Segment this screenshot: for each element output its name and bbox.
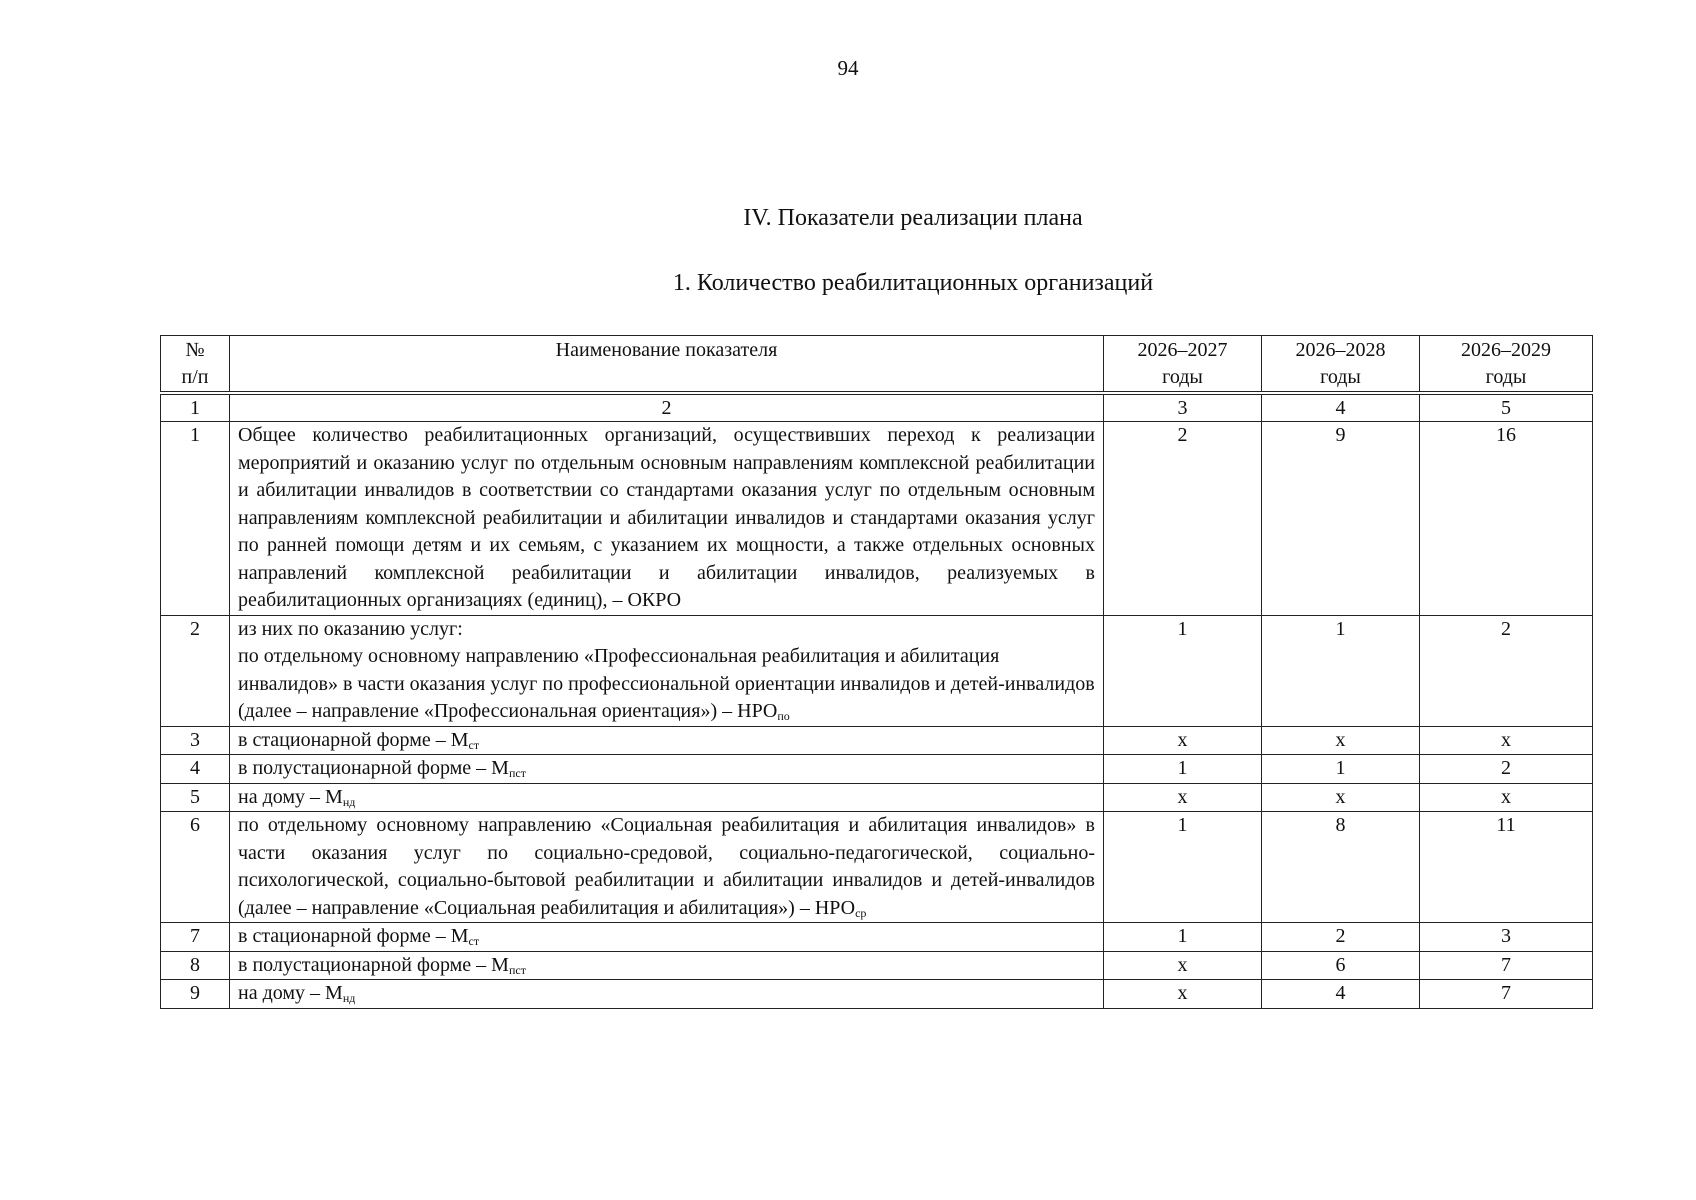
table-row (161, 812, 1593, 923)
row-number: 2 (161, 615, 230, 726)
value-2027: x (1104, 783, 1262, 812)
value-2028: 9 (1262, 422, 1420, 616)
row-number: 8 (161, 951, 230, 980)
indicator-name-subscript: ср (855, 905, 867, 920)
header-name (230, 336, 1104, 394)
column-number: 3 (1104, 393, 1262, 422)
header-year-2029 (1420, 336, 1593, 394)
value-2029: x (1420, 783, 1593, 812)
value-2027: x (1104, 980, 1262, 1009)
column-number: 2 (230, 393, 1104, 422)
indicator-name (230, 951, 1104, 980)
row-number: 7 (161, 923, 230, 952)
table-row (161, 951, 1593, 980)
value-2027: 1 (1104, 812, 1262, 923)
value-2029: 2 (1420, 755, 1593, 784)
value-2028: 6 (1262, 951, 1420, 980)
section-title: IV. Показатели реализации плана (743, 205, 1083, 231)
indicator-name-subscript: пст (508, 962, 526, 977)
header-num-line1: № (185, 339, 205, 361)
indicator-name-text: в полустационарной форме – М (238, 757, 509, 779)
indicator-name-subscript: пст (508, 766, 526, 780)
indicator-name: Общее количество реабилитационных организаций, осуществивших переход к реализации мероприятий и оказанию услуг по отдельным основным направлениям комплексной реабилитации и абилитации инвалидов в соответствии со стандартами оказания услуг по отдельным основным направлениям комплексной реабилитации и абилитации инвалидов и стандартами оказания услуг по ранней помощи детям и их семьям, с указанием их мощности, а также отдельных основных направлений комплексной реабилитации и абилитации инвалидов, реализуемых в реабилитационных организациях (единиц), – ОКРО (230, 422, 1104, 616)
value-2027: x (1104, 951, 1262, 980)
value-2027: 1 (1104, 755, 1262, 784)
table-header-row (161, 336, 1593, 394)
value-2027: 1 (1104, 923, 1262, 952)
header-year-2029-range: 2026–2029 (1461, 339, 1551, 361)
value-2029: 2 (1420, 615, 1593, 726)
indicator-name-text: в стационарной форме – М (238, 728, 469, 751)
column-number-row (161, 393, 1593, 422)
indicator-name-text: на дому – М (238, 785, 343, 808)
indicator-name-subscript: нд (342, 794, 356, 809)
row-number: 3 (161, 726, 230, 755)
value-2028: 4 (1262, 980, 1420, 1009)
value-2029: 7 (1420, 980, 1593, 1009)
indicator-name (230, 755, 1104, 784)
indicator-name-text: на дому – М (238, 982, 343, 1004)
column-number: 4 (1262, 393, 1420, 422)
indicators-table (160, 335, 1593, 1009)
row-number: 6 (161, 812, 230, 923)
row-number: 5 (161, 783, 230, 812)
indicator-name-text: в полустационарной форме – М (238, 953, 509, 976)
value-2027: x (1104, 726, 1262, 755)
column-number: 1 (161, 393, 230, 422)
table-row (161, 755, 1593, 784)
value-2028: 2 (1262, 923, 1420, 952)
header-year-2027-range: 2026–2027 (1137, 339, 1228, 361)
table-row (161, 726, 1593, 755)
value-2028: x (1262, 726, 1420, 755)
row-number: 4 (161, 755, 230, 784)
indicator-name (230, 980, 1104, 1009)
value-2028: x (1262, 783, 1420, 812)
value-2028: 1 (1262, 615, 1420, 726)
value-2029: 7 (1420, 951, 1593, 980)
indicator-name-subscript: по (777, 709, 790, 723)
indicator-name-subscript: нд (342, 991, 356, 1005)
header-year-2027-unit: годы (1162, 366, 1203, 388)
header-year-2028-unit: годы (1320, 366, 1361, 388)
row-number: 1 (161, 422, 230, 616)
table-row (161, 980, 1593, 1009)
header-num-line2: п/п (181, 366, 209, 388)
header-name-text: Наименование показателя (555, 339, 778, 361)
table-row (161, 923, 1593, 952)
value-2029: x (1420, 726, 1593, 755)
table-row (161, 422, 1593, 616)
subsection-title: 1. Количество реабилитационных организаций (672, 270, 1154, 296)
indicator-name-subscript: ст (468, 737, 480, 752)
value-2029: 16 (1420, 422, 1593, 616)
header-num (161, 336, 230, 394)
value-2027: 2 (1104, 422, 1262, 616)
indicator-name (230, 923, 1104, 952)
header-year-2029-unit: годы (1485, 366, 1527, 388)
table-row (161, 615, 1593, 726)
row-number: 9 (161, 980, 230, 1009)
value-2028: 1 (1262, 755, 1420, 784)
indicator-name-intro: из них по оказанию услуг: (238, 617, 463, 640)
header-year-2028-range: 2026–2028 (1295, 339, 1386, 361)
value-2028: 8 (1262, 812, 1420, 923)
header-year-2028 (1262, 336, 1420, 394)
indicator-name-subscript: ст (468, 934, 480, 948)
indicator-name-text: в стационарной форме – М (238, 925, 469, 947)
indicator-name (230, 615, 1104, 726)
column-number: 5 (1420, 393, 1593, 422)
indicator-name (230, 726, 1104, 755)
indicator-name-text: по отдельному основному направлению «Профессиональная реабилитация и абилитация инвалидов» в части оказания услуг по профессиональной ориентации инвалидов и детей-инвалидов (далее – направление «Профессиональная ориентация») – НРО (238, 645, 1095, 722)
value-2029: 11 (1420, 812, 1593, 923)
header-year-2027 (1104, 336, 1262, 394)
indicator-name (230, 812, 1104, 923)
page-number: 94 (837, 56, 859, 80)
value-2029: 3 (1420, 923, 1593, 952)
table-row (161, 783, 1593, 812)
indicator-name-text: по отдельному основному направлению «Социальная реабилитация и абилитация инвалидов» в части оказания услуг по социально-средовой, социально-педагогической, социально-психологической, социально-бытовой реабилитации и абилитации инвалидов и детей-инвалидов (далее – направление «Социальная реабилитация и абилитация») – НРО (238, 814, 1095, 919)
value-2027: 1 (1104, 615, 1262, 726)
indicator-name (230, 783, 1104, 812)
